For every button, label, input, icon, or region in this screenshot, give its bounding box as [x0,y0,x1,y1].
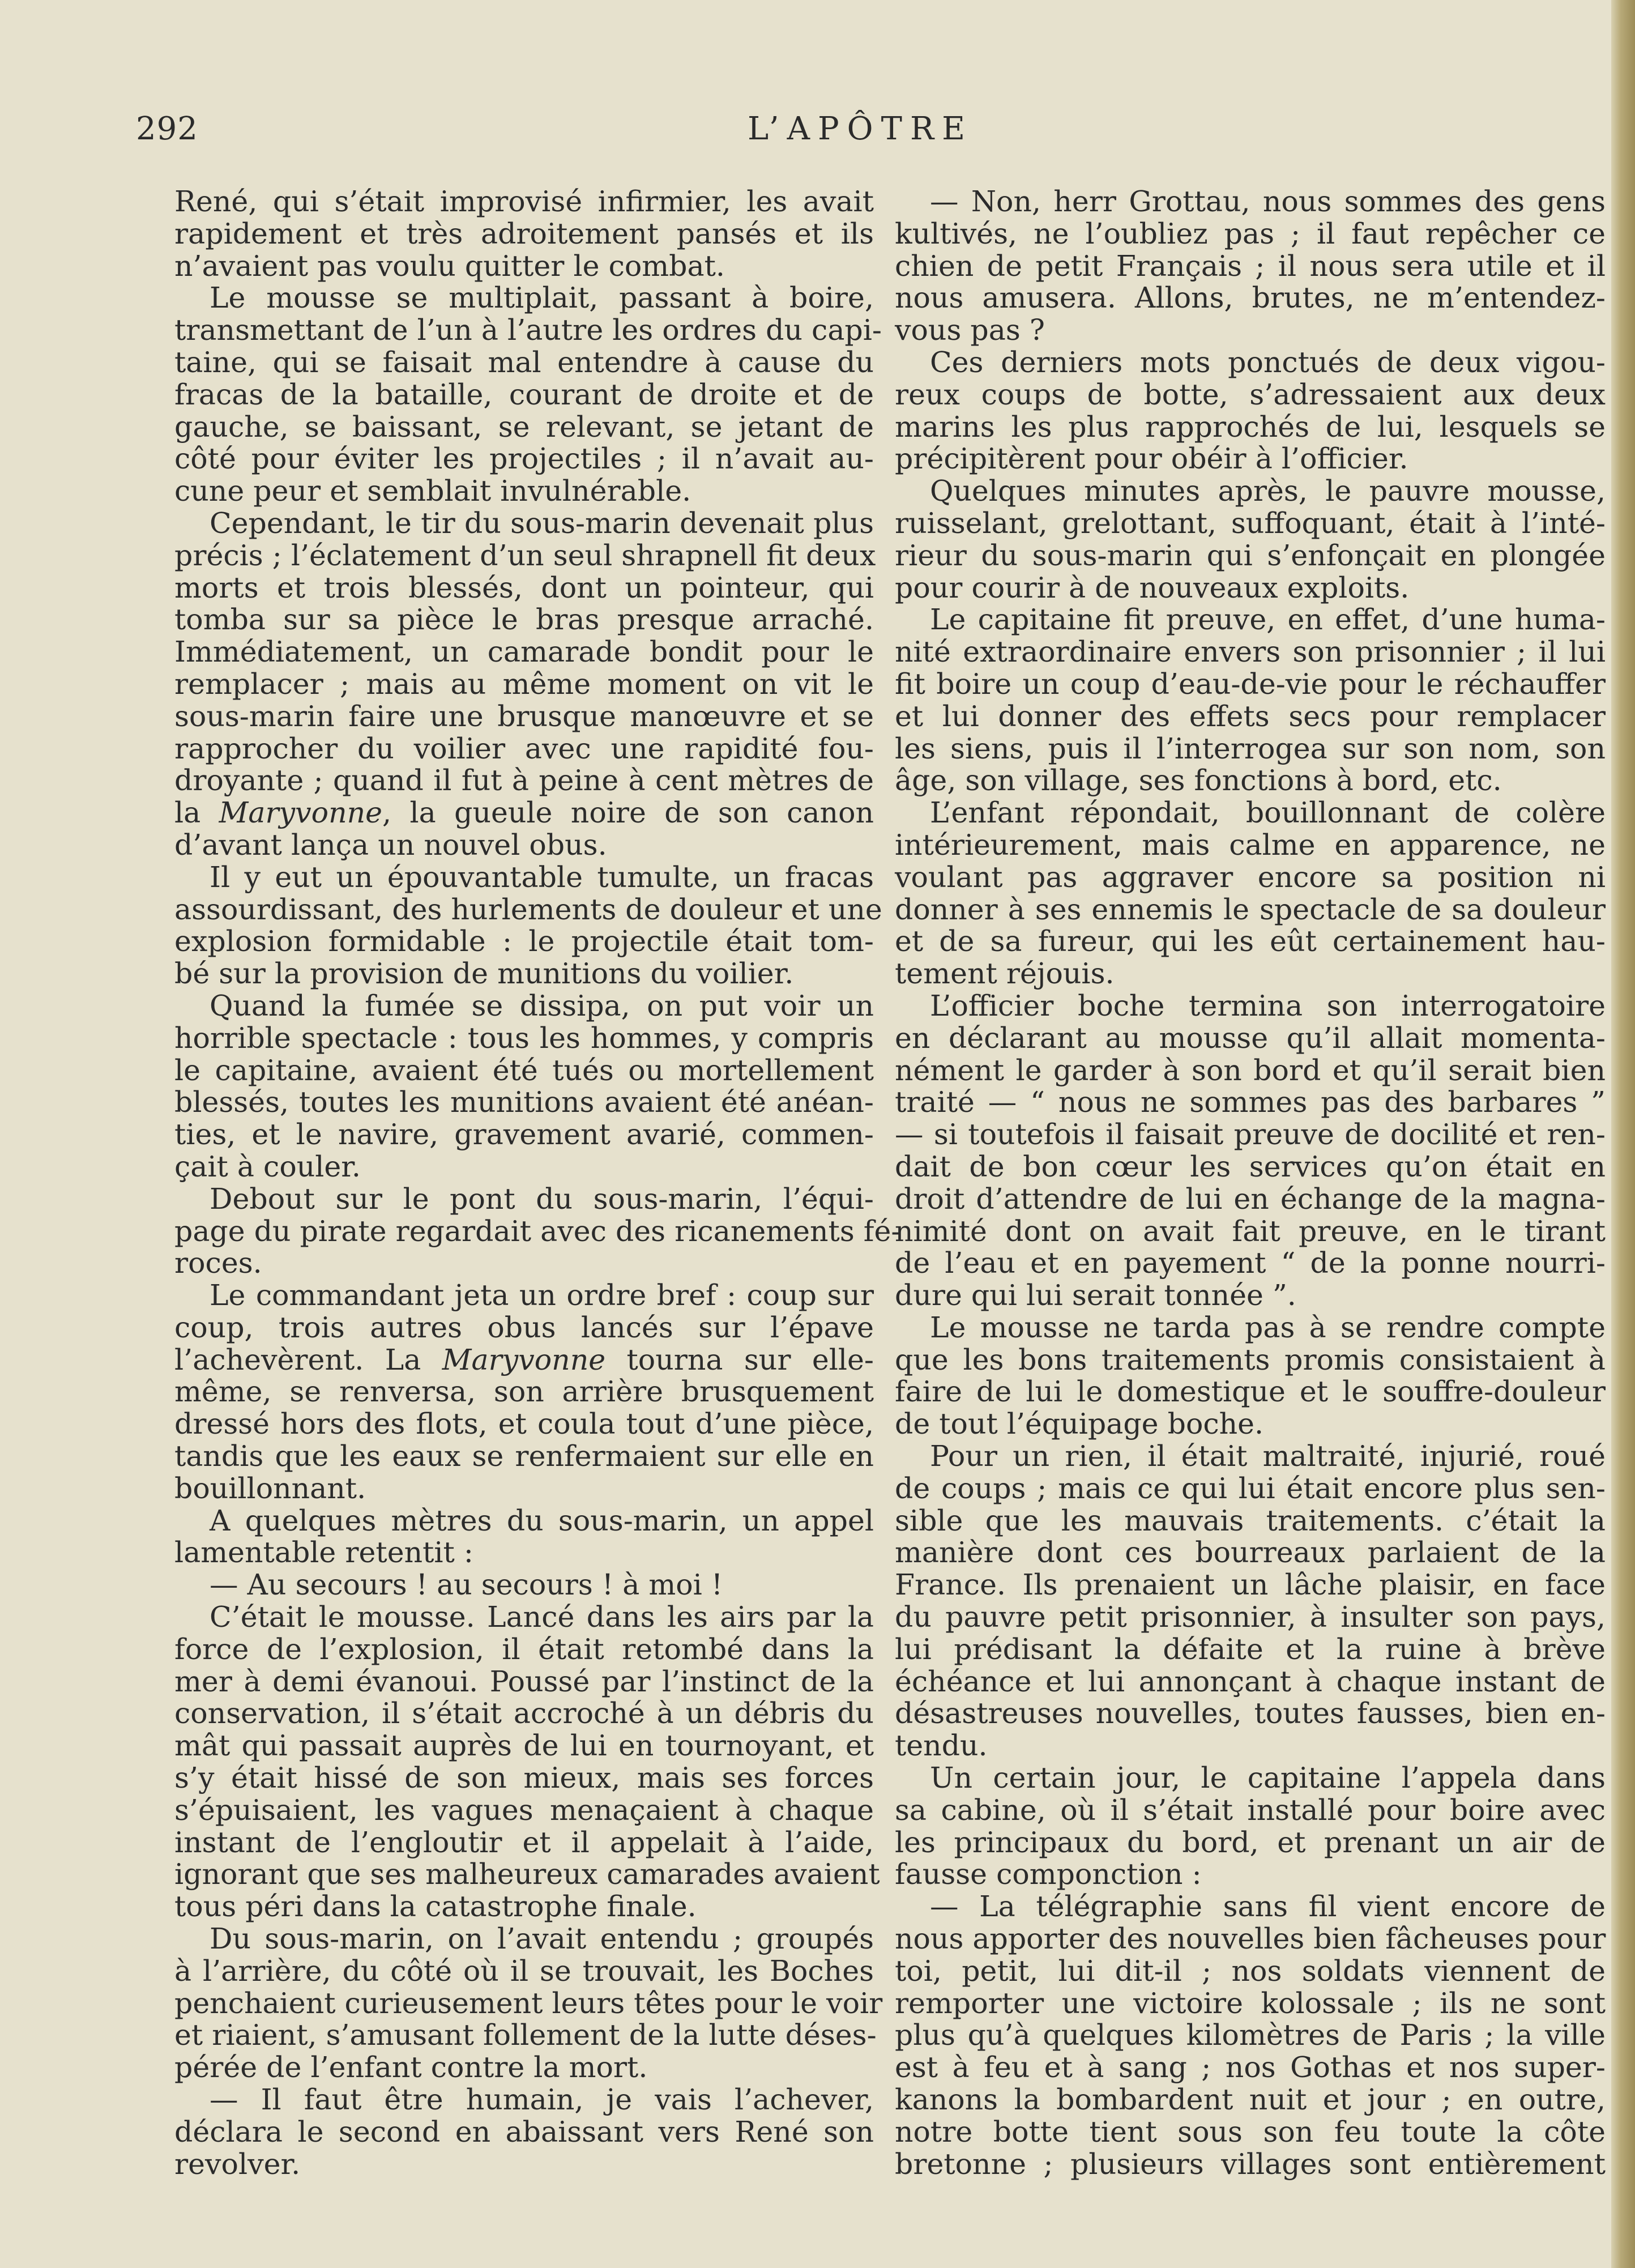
text-line: France. Ils prenaient un lâche plaisir, en face [895,1568,1606,1602]
text-line: revolver. [174,2147,301,2181]
text-line: nément le garder à son bord et qu’il serait bien [895,1053,1606,1087]
text-line: Le capitaine fit preuve, en effet, d’une huma- [930,603,1606,637]
text-line: gauche, se baissant, se relevant, se jetant de [174,410,874,444]
text-line: Quand la fumée se dissipa, on put voir un [210,988,874,1022]
text-line: assourdissant, des hurlements de douleur et une [174,892,882,926]
text-line: tendu. [895,1729,988,1763]
text-line: Quelques minutes après, le pauvre mousse, [930,474,1606,508]
text-line: et lui donner des effets secs pour remplacer [895,699,1606,733]
text-line: Il y eut un épouvantable tumulte, un fracas [210,860,874,894]
text-line: de tout l’équipage boche. [895,1407,1264,1441]
text-line: est à feu et à sang ; nos Gothas et nos super- [895,2050,1606,2084]
text-line: tomba sur sa pièce le bras presque arraché. [174,603,874,637]
text-line: l’achevèrent. La Maryvonne tourna sur elle- [174,1342,874,1376]
page-edge [1611,0,1635,2268]
text-line: ties, et le navire, gravement avarié, commen- [174,1118,874,1152]
text-line: Debout sur le pont du sous-marin, l’équi- [210,1182,874,1216]
text-line: blessés, toutes les munitions avaient été anéan- [174,1085,874,1119]
text-line: page du pirate regardait avec des ricanements fé- [174,1214,901,1248]
text-line: sible que les mauvais traitements. c’était la [895,1503,1606,1537]
text-line: droyante ; quand il fut à peine à cent mètres de [174,764,874,798]
left-text-column [174,185,901,2181]
text-line: que les bons traitements promis consistaient à [895,1342,1606,1376]
text-line: même, se renversa, son arrière brusquement [174,1375,874,1409]
text-line: échéance et lui annonçant à chaque instant de [895,1664,1606,1698]
text-line: fit boire un coup d’eau-de-vie pour le réchauffer [895,667,1606,701]
text-line: nimité dont on avait fait preuve, en le tirant [895,1214,1606,1248]
text-line: tous péri dans la catastrophe finale. [174,1890,697,1924]
text-line: traité — “ nous ne sommes pas des barbares ” [895,1085,1606,1119]
text-line: en déclarant au mousse qu’il allait momenta- [895,1021,1606,1055]
text-line: roces. [174,1246,262,1280]
text-line: Ces derniers mots ponctués de deux vigou- [930,345,1606,379]
text-line: fracas de la bataille, courant de droite et de [174,377,874,411]
text-line: fausse componction : [895,1857,1202,1891]
text-line: horrible spectacle : tous les hommes, y compris [174,1021,874,1055]
text-line: coup, trois autres obus lancés sur l’épave [174,1310,874,1344]
text-line: lui prédisant la défaite et la ruine à brève [895,1632,1606,1666]
text-line: bé sur la provision de munitions du voilier. [174,957,794,991]
text-line: chien de petit Français ; il nous sera utile et il [895,249,1606,283]
text-line: dait de bon cœur les services qu’on était en [895,1149,1606,1183]
text-line: Le mousse se multiplait, passant à boire, [210,281,874,315]
text-line: transmettant de l’un à l’autre les ordres du capi- [174,313,882,347]
text-line: nous apporter des nouvelles bien fâcheuses pour [895,1922,1606,1956]
text-line: dressé hors des flots, et coula tout d’une pièce, [174,1407,874,1441]
text-line: le capitaine, avaient été tués ou mortellement [174,1053,874,1087]
text-line: marins les plus rapprochés de lui, lesquels se [895,410,1606,444]
text-line: tement réjouis. [895,957,1115,991]
text-line: déclara le second en abaissant vers René son [174,2114,874,2148]
text-line: précipitèrent pour obéir à l’officier. [895,442,1408,476]
text-line: C’était le mousse. Lancé dans les airs par la [210,1600,874,1634]
text-line: Le commandant jeta un ordre bref : coup sur [210,1278,874,1312]
text-line: et riaient, s’amusant follement de la lutte déses- [174,2018,877,2052]
text-line: et de sa fureur, qui les eût certainement hau- [895,924,1606,958]
text-line: Le mousse ne tarda pas à se rendre compte [930,1310,1606,1344]
text-line: ruisselant, grelottant, suffoquant, était à l’inté- [895,506,1606,540]
text-line: bouillonnant. [174,1471,366,1505]
text-line: conservation, il s’était accroché à un débris du [174,1696,874,1730]
text-line: bretonne ; plusieurs villages sont entièrement [895,2147,1606,2181]
text-line: notre botte tient sous son feu toute la côte [895,2114,1606,2148]
ship-name: Maryvonne [219,796,383,830]
text-line: les siens, puis il l’interrogea sur son nom, son [895,731,1606,765]
text-line: précis ; l’éclatement d’un seul shrapnell fit deux [174,538,876,572]
text-line: de coups ; mais ce qui lui était encore plus sen- [895,1471,1606,1505]
text-line: droit d’attendre de lui en échange de la magna- [895,1182,1606,1216]
text-line: explosion formidable : le projectile était tom- [174,924,874,958]
text-line: pérée de l’enfant contre la mort. [174,2050,648,2084]
text-line: pour courir à de nouveaux exploits. [895,570,1410,604]
ship-name: Maryvonne [442,1342,606,1376]
text-line: de l’eau et en payement “ de la ponne nourri- [895,1246,1606,1280]
text-line: manière dont ces bourreaux parlaient de la [895,1536,1606,1570]
text-line: kanons la bombardent nuit et jour ; en outre, [895,2083,1606,2117]
text-line: vous pas ? [895,313,1045,347]
text-line: remporter une victoire kolossale ; ils ne sont [895,1986,1606,2020]
text-line: L’enfant répondait, bouillonnant de colère [930,796,1606,830]
text-line: tandis que les eaux se renfermaient sur elle en [174,1439,874,1473]
text-line: Immédiatement, un camarade bondit pour le [174,635,874,669]
text-line: lamentable retentit : [174,1536,473,1570]
text-line: kultivés, ne l’oubliez pas ; il faut repêcher ce [895,216,1606,250]
running-title: L’APÔTRE [748,110,973,147]
right-text-column [895,186,1606,2180]
text-line: L’officier boche termina son interrogatoire [930,988,1606,1022]
text-line: Du sous-marin, on l’avait entendu ; groupés [210,1922,874,1956]
text-line: — Il faut être humain, je vais l’achever, [210,2083,874,2117]
text-line: remplacer ; mais au même moment on vit le [174,667,874,701]
text-line: désastreuses nouvelles, toutes fausses, bien en- [895,1696,1606,1730]
text-line: âge, son village, ses fonctions à bord, etc. [895,764,1502,798]
text-line: s’y était hissé de son mieux, mais ses forces [174,1761,874,1795]
text-line: René, qui s’était improvisé infirmier, les avait [174,185,874,218]
text-line: A quelques mètres du sous-marin, un appel [210,1503,874,1537]
text-line: rapprocher du voilier avec une rapidité fou- [174,731,874,765]
text-line: sous-marin faire une brusque manœuvre et se [174,699,874,733]
text-line: côté pour éviter les projectiles ; il n’avait au- [174,442,874,476]
text-line: s’épuisaient, les vagues menaçaient à chaque [174,1793,874,1827]
text-line: mât qui passait auprès de lui en tournoyant, et [174,1729,874,1763]
text-line: faire de lui le domestique et le souffre-douleur [895,1375,1606,1409]
text-line: çait à couler. [174,1149,361,1183]
text-line: cune peur et semblait invulnérable. [174,474,691,508]
text-line: intérieurement, mais calme en apparence, ne [895,828,1606,862]
text-line: force de l’explosion, il était retombé dans la [174,1632,874,1666]
text-line: dure qui lui serait tonnée ”. [895,1278,1296,1312]
text-line: d’avant lança un nouvel obus. [174,828,607,862]
text-line: nous amusera. Allons, brutes, ne m’entendez- [895,281,1606,315]
text-line: taine, qui se faisait mal entendre à cause du [174,345,874,379]
text-line: — Au secours ! au secours ! à moi ! [210,1568,723,1602]
text-line: du pauvre petit prisonnier, à insulter son pays, [895,1600,1606,1634]
text-line: Un certain jour, le capitaine l’appela dans [930,1761,1606,1795]
page-number: 292 [136,110,198,147]
text-line: ignorant que ses malheureux camarades avaient [174,1857,880,1891]
text-line: les principaux du bord, et prenant un air de [895,1825,1606,1859]
text-line: toi, petit, lui dit-il ; nos soldats viennent de [895,1954,1606,1988]
text-line: instant de l’engloutir et il appelait à l’aide, [174,1825,874,1859]
text-line: plus qu’à quelques kilomètres de Paris ; la ville [895,2018,1606,2052]
page-header [136,110,1608,156]
text-line: voulant pas aggraver encore sa position ni [895,860,1606,894]
text-line: rieur du sous-marin qui s’enfonçait en plongée [895,538,1606,572]
text-line: — Non, herr Grottau, nous sommes des gens [930,185,1606,218]
text-line: la Maryvonne, la gueule noire de son canon [174,796,874,830]
text-line: rapidement et très adroitement pansés et ils [174,216,874,250]
text-line: Cependant, le tir du sous-marin devenait plus [210,506,874,540]
text-line: à l’arrière, du côté où il se trouvait, les Boches [174,1954,874,1988]
text-line: Pour un rien, il était maltraité, injurié, roué [930,1439,1606,1473]
text-line: morts et trois blessés, dont un pointeur, qui [174,570,874,604]
text-line: sa cabine, où il s’était installé pour boire avec [895,1793,1606,1827]
text-line: — si toutefois il faisait preuve de docilité et ren- [895,1118,1606,1152]
text-line: n’avaient pas voulu quitter le combat. [174,249,725,283]
text-line: nité extraordinaire envers son prisonnier ; il lui [895,635,1606,669]
text-line: penchaient curieusement leurs têtes pour le voir [174,1986,883,2020]
text-line: mer à demi évanoui. Poussé par l’instinct de la [174,1664,874,1698]
text-line: — La télégraphie sans fil vient encore de [930,1890,1606,1924]
text-line: reux coups de botte, s’adressaient aux deux [895,377,1606,411]
text-line: donner à ses ennemis le spectacle de sa douleur [895,892,1606,926]
